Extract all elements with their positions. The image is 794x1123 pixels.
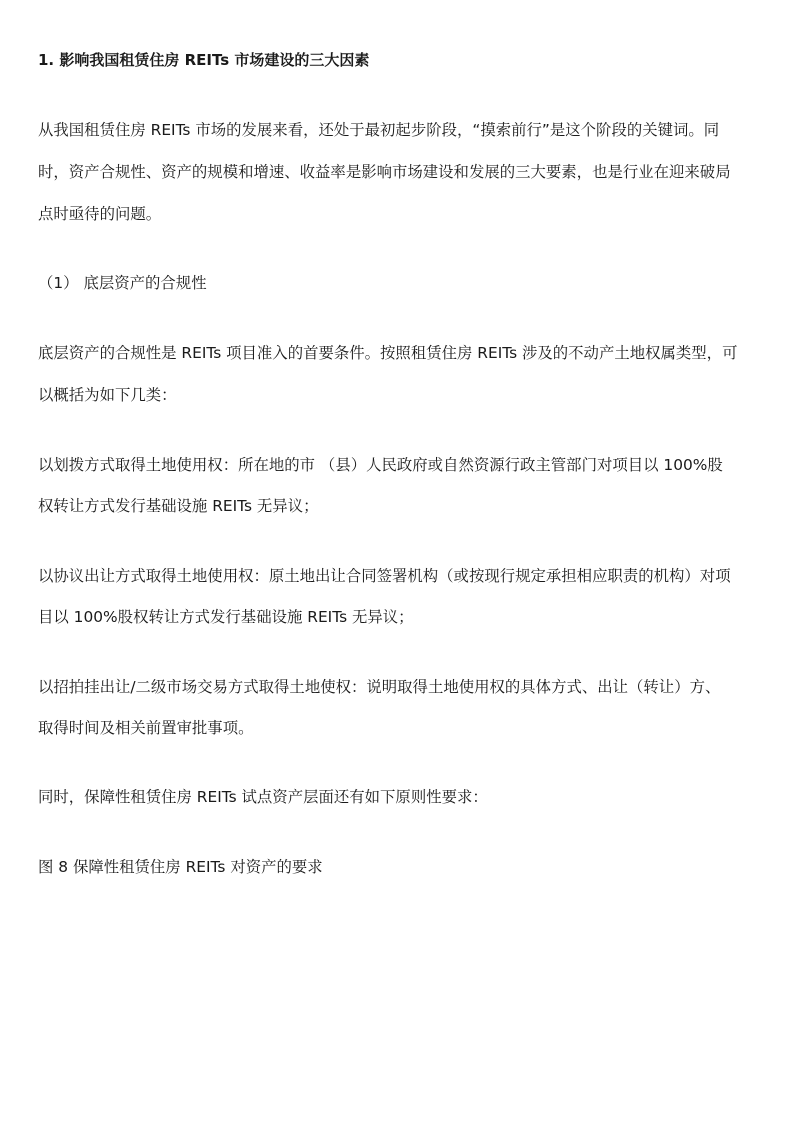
requirements-intro: 同时，保障性租赁住房 REITs 试点资产层面还有如下原则性要求： <box>38 788 488 806</box>
item3-line-1: 以招拍挂出让/二级市场交易方式取得土地使权：说明取得土地使用权的具体方式、出让（转让）方、 <box>38 678 721 696</box>
item3-line-2: 取得时间及相关前置审批事项。 <box>38 719 254 737</box>
subheading: （1） 底层资产的合规性 <box>38 274 207 292</box>
compliance-line-1: 底层资产的合规性是 REITs 项目准入的首要条件。按照租赁住房 REITs 涉及的不动产土地权属类型，可 <box>38 344 738 362</box>
item1-line-2: 权转让方式发行基础设施 REITs 无异议； <box>38 497 319 515</box>
intro-line-1: 从我国租赁住房 REITs 市场的发展来看，还处于最初起步阶段，“摸索前行”是这个阶段的关键词。同 <box>38 121 720 139</box>
figure-caption: 图 8 保障性租赁住房 REITs 对资产的要求 <box>38 858 323 876</box>
intro-line-3: 点时亟待的问题。 <box>38 205 162 223</box>
item1-line-1: 以划拨方式取得土地使用权：所在地的市 （县）人民政府或自然资源行政主管部门对项目以 100%股 <box>38 456 723 474</box>
item2-line-2: 目以 100%股权转让方式发行基础设施 REITs 无异议； <box>38 608 414 626</box>
compliance-line-2: 以概括为如下几类： <box>38 386 177 404</box>
section-heading: 1. 影响我国租赁住房 REITs 市场建设的三大因素 <box>38 51 370 69</box>
item2-line-1: 以协议出让方式取得土地使用权：原土地出让合同签署机构（或按现行规定承担相应职责的机构）对项 <box>38 567 731 585</box>
intro-line-2: 时，资产合规性、资产的规模和增速、收益率是影响市场建设和发展的三大要素，也是行业在迎来破局 <box>38 163 731 181</box>
